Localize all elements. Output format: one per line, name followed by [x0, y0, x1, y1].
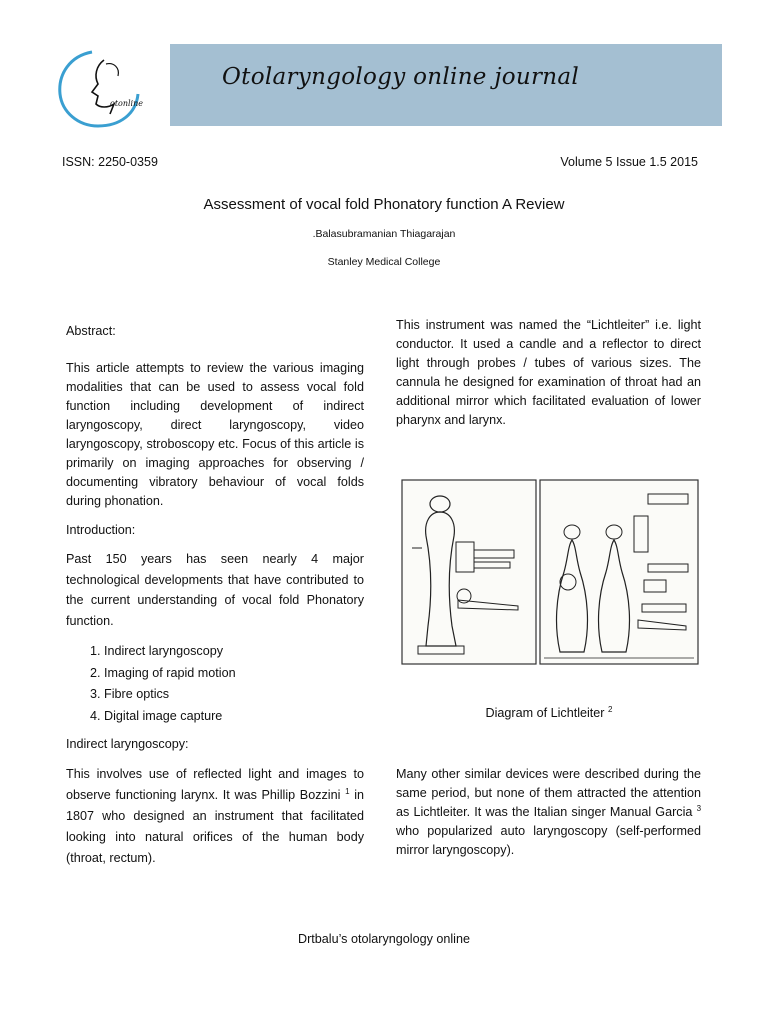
list-item: 2. Imaging of rapid motion	[104, 663, 364, 685]
list-item: 4. Digital image capture	[104, 706, 364, 728]
developments-list	[66, 641, 364, 727]
lichtleiter-text: This instrument was named the “Lichtleiter” i.e. light conductor. It used a candle and a reflector to direct light through probes / tubes of various sizes. The cannula he designed for examination of throat had an additional mirror which facilitated evaluation of lower pharynx and larynx.	[396, 318, 701, 427]
indirect-laryngoscopy-text	[66, 764, 364, 869]
indirect-text-part: This involves use of reflected light and images to observe functioning larynx. It was Phillip Bozzini	[66, 767, 364, 802]
volume-issue: Volume 5 Issue 1.5 2015	[560, 155, 698, 169]
reference-marker: 1	[345, 786, 350, 796]
reference-marker: 2	[608, 704, 613, 714]
journal-banner	[170, 44, 722, 126]
figure-caption-text: Diagram of Lichtleiter	[485, 706, 605, 720]
list-item: 3. Fibre optics	[104, 684, 364, 706]
left-column	[66, 322, 364, 879]
list-item: 1. Indirect laryngoscopy	[104, 641, 364, 663]
right-column-continued	[396, 765, 701, 870]
garcia-text-part: Many other similar devices were described during the same period, but none of them attracted the attention as Lichtleiter. It was the Italian singer Manual Garcia	[396, 767, 701, 819]
garcia-text-part: who popularized auto laryngoscopy (self-performed mirror laryngoscopy).	[396, 824, 701, 857]
figure-caption	[396, 706, 702, 720]
abstract-heading: Abstract:	[66, 324, 116, 338]
reference-marker: 3	[696, 803, 702, 813]
indirect-text-part: in 1807 who designed an instrument that facilitated looking into natural orifices of the human body (throat, rectum).	[66, 788, 364, 865]
journal-title: Otolaryngology online journal	[222, 64, 580, 90]
garcia-text	[396, 765, 701, 860]
right-column	[396, 316, 701, 440]
abstract-text: This article attempts to review the various imaging modalities that can be used to assess vocal fold function including development of indirect laryngoscopy, direct laryngoscopy, video laryngoscopy, stroboscopy etc. Focus of this article is primarily on imaging approaches for observing / documenting vibratory behaviour of vocal folds during phonation.	[66, 361, 364, 508]
journal-logo	[48, 44, 170, 130]
issn: ISSN: 2250-0359	[62, 155, 158, 169]
logo-text: otonline	[110, 99, 144, 108]
page-footer: Drtbalu’s otolaryngology online	[298, 932, 470, 946]
introduction-text: Past 150 years has seen nearly 4 major technological developments that have contributed to the current understanding of vocal fold Phonatory function.	[66, 552, 364, 628]
indirect-laryngoscopy-heading: Indirect laryngoscopy:	[66, 737, 189, 751]
affiliation: Stanley Medical College	[327, 256, 441, 268]
introduction-heading: Introduction:	[66, 523, 136, 537]
lichtleiter-diagram	[398, 476, 702, 668]
paper-title: Assessment of vocal fold Phonatory function A Review	[203, 196, 565, 213]
author: .Balasubramanian Thiagarajan	[312, 228, 456, 240]
